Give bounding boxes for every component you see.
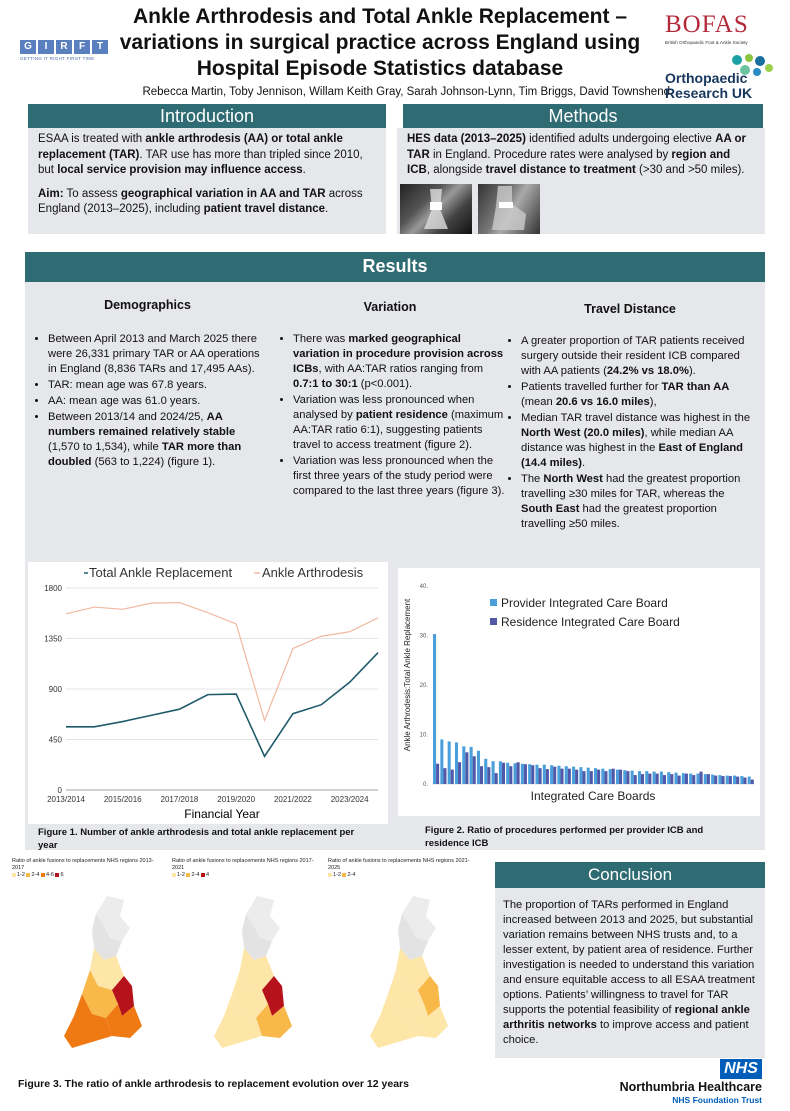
provider-bar [477, 751, 480, 784]
provider-bar [675, 773, 678, 784]
provider-bar [660, 772, 663, 784]
xray-image-2 [478, 184, 540, 234]
bofas-subtitle: British Orthopaedic Foot & Ankle Society [665, 40, 748, 45]
provider-bar [521, 764, 524, 784]
figure2-caption: Figure 2. Ratio of procedures performed per provider ICB and residence ICB [425, 825, 704, 849]
y-tick-label: 900 [48, 685, 62, 694]
map1-legend-2: 2-4 [31, 872, 40, 878]
residence-bar [634, 775, 637, 784]
conclusion-heading: Conclusion [495, 862, 765, 888]
residence-bar [590, 771, 593, 784]
provider-bar [462, 746, 465, 784]
residence-bar [582, 771, 585, 784]
figure1-chart [28, 562, 388, 824]
residence-bar [509, 766, 512, 784]
provider-bar [748, 777, 751, 784]
residence-bar [597, 770, 600, 784]
variation-list [275, 332, 505, 499]
oruk-line2: Research UK [665, 85, 753, 101]
demographics-list [30, 332, 265, 470]
residence-bar [575, 770, 578, 784]
map2-england-shape [172, 886, 327, 1076]
residence-bar [714, 776, 717, 784]
title-line-3: Hospital Episode Statistics database [196, 57, 564, 80]
provider-bar [550, 765, 553, 784]
provider-bar [609, 769, 612, 784]
demographics-heading: Demographics [104, 298, 191, 312]
y-tick-label: 1350 [44, 634, 62, 644]
oruk-line1: Orthopaedic [665, 70, 748, 86]
girft-tagline: GETTING IT RIGHT FIRST TIME [20, 56, 95, 61]
map1-title: Ratio of ankle fusions to replacements NHS regions 2013-2017 [12, 858, 154, 871]
y-tick-label: 450 [48, 735, 62, 745]
residence-bar [458, 762, 461, 784]
provider-bar [638, 771, 641, 784]
conclusion-text: The proportion of TARs performed in England increased between 2013 and 2025, but substantial variation remains between NHS trusts and, to a lesser extent, by patient area of residence. Further investigation is needed to understand this variation and ensure equitable access to all ESAA treatment options. Patients’ willingness to travel for TAR supports the potential feasibility of regional ankle arthritis networks to improve access and patient choice. [503, 899, 755, 1046]
residence-bar [626, 771, 629, 784]
provider-bar [594, 768, 597, 784]
provider-bar [631, 771, 634, 784]
residence-bar [443, 768, 446, 784]
residence-bar [721, 776, 724, 784]
x-axis-title: Integrated Care Boards [530, 789, 656, 803]
x-tick-label: 2023/2024 [330, 795, 369, 804]
oruk-logo [665, 52, 780, 102]
residence-bar [495, 773, 498, 784]
bullet-item: • Between 2013/14 and 2024/25, AA numbers remained relatively stable (1,570 to 1,534), while TAR more than doubled (563 to 1,224) (figure 1). [48, 410, 265, 470]
provider-bar [616, 770, 619, 784]
bullet-item: • A greater proportion of TAR patients received surgery outside their resident ICB compared with AA patients (24.2% vs 18.0%). [521, 334, 755, 379]
map3-title: Ratio of ankle fusions to replacements NHS regions 2021-2025 [328, 858, 470, 871]
map3-england-shape [328, 886, 488, 1076]
provider-bar [499, 761, 502, 784]
residence-bar [743, 778, 746, 784]
map1-legend-4: 6 [60, 872, 64, 878]
residence-bar [539, 768, 542, 784]
legend-provider-swatch [490, 599, 497, 606]
legend-provider-label: Provider Integrated Care Board [501, 596, 668, 610]
girft-letter: G [20, 40, 36, 54]
variation-heading: Variation [363, 300, 417, 314]
introduction-panel [28, 128, 386, 234]
provider-bar [682, 773, 685, 784]
provider-bar [572, 767, 575, 784]
residence-bar [729, 776, 732, 784]
map-2013-2017 [12, 858, 172, 1076]
provider-bar [470, 747, 473, 784]
methods-heading: Methods [403, 104, 763, 128]
residence-bar [700, 772, 703, 784]
residence-bar [692, 775, 695, 784]
residence-bar [663, 775, 666, 784]
provider-bar [543, 765, 546, 784]
provider-bar [579, 767, 582, 784]
figure3-caption: Figure 3. The ratio of ankle arthrodesis to replacement evolution over 12 years [18, 1078, 409, 1090]
residence-bar [502, 763, 505, 784]
provider-bar [623, 770, 626, 784]
travel-list [503, 334, 755, 532]
figure1-svg [28, 562, 388, 824]
map1-legend [12, 872, 172, 879]
map1-legend-1: 1-2 [17, 872, 25, 878]
map-2021-2025 [328, 858, 488, 1076]
bullet-item: • Between April 2013 and March 2025 there were 26,331 primary TAR or AA operations in England (8,836 TARs and 17,495 AAs). [48, 332, 265, 377]
y-tick-label: 10. [419, 732, 428, 739]
xray-image-1 [400, 184, 472, 234]
x-tick-label: 2017/2018 [160, 795, 199, 804]
map2-legend-1: 1-2 [177, 872, 185, 878]
residence-bar [546, 769, 549, 784]
nhs-logo: NHS [720, 1059, 762, 1079]
x-axis-title: Financial Year [184, 807, 260, 821]
aim-text: Aim: To assess geographical variation in AA and TAR across England (2013–2025), including patient travel distance. [38, 187, 363, 215]
map2-legend [172, 872, 327, 879]
map1-england-shape [12, 886, 172, 1076]
residence-bar [656, 774, 659, 784]
provider-bar [726, 776, 729, 784]
residence-bar [487, 767, 490, 784]
y-tick-label: 30. [419, 633, 428, 640]
residence-bar [670, 774, 673, 784]
provider-bar [433, 634, 436, 784]
residence-bar [473, 756, 476, 784]
trust-subtitle: NHS Foundation Trust [672, 1095, 762, 1105]
bullet-item: • Variation was less pronounced when the first three years of the study period were compared to the last three years (figure 3). [293, 454, 505, 499]
provider-bar [535, 765, 538, 784]
residence-bar [641, 774, 644, 784]
bofas-logo [665, 10, 775, 55]
residence-bar [685, 774, 688, 784]
travel-heading: Travel Distance [584, 302, 676, 316]
map3-legend-2: 2-4 [347, 872, 356, 878]
residence-bar [604, 771, 607, 784]
provider-bar [704, 774, 707, 784]
residence-bar [736, 777, 739, 784]
map2-title: Ratio of ankle fusions to replacements NHS regions 2017-2021 [172, 858, 314, 871]
residence-bar [451, 770, 454, 784]
residence-bar [531, 765, 534, 784]
trust-name: Northumbria Healthcare [619, 1080, 762, 1094]
aa-series-line [66, 603, 378, 721]
bullet-item: • Median TAR travel distance was highest in the North West (20.0 miles), while median AA distance was highest in the East of England (14.4 miles). [521, 411, 755, 471]
legend-aa-label: Ankle Arthrodesis [262, 565, 364, 580]
bullet-item: • Patients travelled further for TAR than AA (mean 20.6 vs 16.0 miles), [521, 380, 755, 410]
provider-bar [455, 742, 458, 784]
provider-bar [689, 774, 692, 784]
title-line-1: Ankle Arthrodesis and Total Ankle Replacement – [132, 5, 627, 28]
introduction-text: ESAA is treated with ankle arthrodesis (AA) or total ankle replacement (TAR). TAR use has more than tripled since 2010, but local service provision may influence access. [38, 133, 363, 176]
authors: Rebecca Martin, Toby Jennison, Willam Keith Gray, Sarah Johnson-Lynn, Tim Briggs, David Townshend [142, 86, 670, 98]
x-tick-label: 2019/2020 [217, 795, 256, 804]
provider-bar [733, 776, 736, 784]
residence-bar [619, 770, 622, 784]
x-tick-label: 2015/2016 [103, 795, 142, 804]
provider-bar [440, 739, 443, 784]
variation-list-container [275, 332, 505, 500]
provider-bar [711, 775, 714, 784]
provider-bar [696, 774, 699, 784]
provider-bar [557, 766, 560, 784]
figure2-chart [398, 568, 760, 816]
provider-bar [667, 772, 670, 784]
residence-bar [560, 769, 563, 784]
conclusion-panel [495, 888, 765, 1058]
residence-bar [648, 774, 651, 784]
girft-letter: I [38, 40, 54, 54]
provider-bar [718, 775, 721, 784]
figure2-svg [398, 568, 760, 816]
girft-logo [20, 40, 110, 70]
residence-bar [480, 766, 483, 784]
map3-legend [328, 872, 488, 879]
provider-bar [653, 772, 656, 784]
y-tick-label: 0 [57, 786, 62, 795]
girft-letter: F [74, 40, 90, 54]
residence-bar [751, 780, 754, 784]
bullet-item: • There was marked geographical variation in procedure provision across ICBs, with AA:TAR ratios ranging from 0.7:1 to 30:1 (p<0.001). [293, 332, 505, 392]
bullet-item: • AA: mean age was 61.0 years. [48, 394, 265, 409]
residence-bar [678, 776, 681, 784]
introduction-heading: Introduction [28, 104, 386, 128]
residence-bar [553, 767, 556, 784]
provider-bar [587, 768, 590, 784]
provider-bar [484, 759, 487, 784]
girft-letter: T [92, 40, 108, 54]
map2-legend-3: 4 [205, 872, 210, 878]
bofas-name: BOFAS [665, 11, 749, 38]
demographics-list-container [30, 332, 265, 471]
figure1-caption: Figure 1. Number of ankle arthrodesis and total ankle replacement per year [38, 827, 355, 851]
provider-bar [565, 766, 568, 784]
provider-bar [506, 763, 509, 784]
y-tick-label: 1800 [44, 584, 62, 593]
y-axis-title: Ankle Arthrodesis:Total Ankle Replacement [403, 598, 412, 752]
y-tick-label: 0. [422, 782, 428, 788]
residence-bar [465, 752, 468, 784]
provider-bar [645, 771, 648, 784]
map2-legend-2: 2-4 [191, 872, 200, 878]
provider-bar [601, 769, 604, 784]
residence-bar [517, 762, 520, 784]
residence-bar [612, 769, 615, 784]
travel-list-container [503, 334, 755, 533]
bullet-item: • The North West had the greatest proportion travelling ≥30 miles for TAR, whereas the South East had the greatest proportion travelling ≥50 miles. [521, 472, 755, 532]
residence-bar [436, 764, 439, 784]
y-tick-label: 20. [419, 683, 428, 689]
legend-residence-swatch [490, 618, 497, 625]
results-heading-bar [25, 252, 765, 282]
residence-bar [524, 764, 527, 784]
residence-bar [568, 769, 571, 784]
provider-bar [448, 741, 451, 784]
x-tick-label: 2021/2022 [273, 795, 312, 804]
title-line-2: variations in surgical practice across England using [119, 31, 641, 54]
legend-residence-label: Residence Integrated Care Board [501, 615, 680, 629]
residence-bar [707, 774, 710, 784]
provider-bar [740, 776, 743, 784]
legend-tar-label: Total Ankle Replacement [89, 565, 233, 580]
girft-letter: R [56, 40, 72, 54]
results-heading: Results [362, 256, 428, 276]
tar-series-line [66, 653, 378, 757]
provider-bar [514, 763, 517, 784]
bullet-item: • Variation was less pronounced when analysed by patient residence (maximum AA:TAR ratio 6:1), suggesting patients travel to access treatment (figure 2). [293, 393, 505, 453]
map-2017-2021 [172, 858, 327, 1076]
map3-legend-1: 1-2 [333, 872, 341, 878]
methods-text: HES data (2013–2025) identified adults undergoing elective AA or TAR in England. Procedure rates were analysed by region and ICB, alongside travel distance to treatment (>30 and >50 miles). [407, 133, 747, 176]
x-tick-label: 2013/2014 [47, 795, 85, 804]
provider-bar [492, 761, 495, 784]
poster-title [110, 4, 650, 82]
girft-letters [20, 40, 110, 54]
bullet-item: • TAR: mean age was 67.8 years. [48, 378, 265, 393]
provider-bar [528, 764, 531, 784]
map1-legend-3: 4-6 [45, 872, 54, 878]
y-tick-label: 40. [419, 584, 428, 590]
